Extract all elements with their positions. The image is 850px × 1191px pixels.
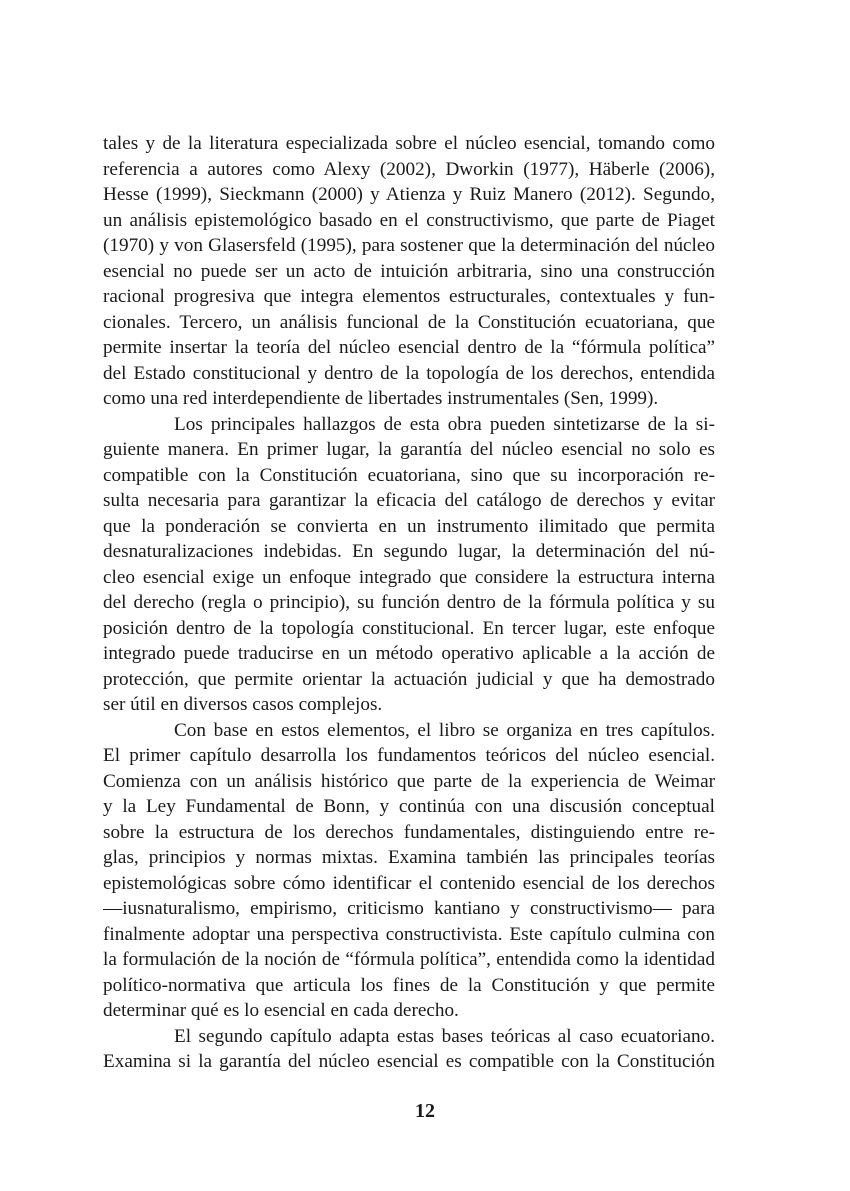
text-line: racional progresiva que integra elementos estructurales, contextuales y fun-: [103, 286, 715, 307]
text-line: esencial no puede ser un acto de intuición arbitraria, sino una construcción: [103, 260, 715, 282]
page-number: 12: [415, 1100, 435, 1122]
text-line: tales y de la literatura especializada sobre el núcleo esencial, tomando como: [103, 133, 715, 154]
text-line: que la ponderación se convierta en un instrumento ilimitado que permita: [103, 515, 715, 537]
text-line: El primer capítulo desarrolla los fundamentos teóricos del núcleo esencial.: [103, 745, 715, 766]
text-line: un análisis epistemológico basado en el constructivismo, que parte de Piaget: [103, 209, 715, 231]
text-line: integrado puede traducirse en un método operativo aplicable a la acción de: [103, 643, 715, 664]
text-line: compatible con la Constitución ecuatoriana, sino que su incorporación re-: [103, 464, 715, 486]
text-line: —iusnaturalismo, empirismo, criticismo kantiano y constructivismo— para: [103, 898, 715, 919]
text-line: guiente manera. En primer lugar, la garantía del núcleo esencial no solo es: [103, 439, 715, 460]
text-line: Con base en estos elementos, el libro se organiza en tres capítulos.: [174, 719, 715, 741]
text-line: desnaturalizaciones indebidas. En segundo lugar, la determinación del nú-: [103, 541, 715, 562]
text-line: del derecho (regla o principio), su función dentro de la fórmula política y su: [103, 592, 715, 613]
paragraph: [103, 718, 715, 1024]
text-line: y la Ley Fundamental de Bonn, y continúa con una discusión conceptual: [103, 796, 715, 817]
body-text: [103, 131, 715, 1075]
text-line: Examina si la garantía del núcleo esencial es compatible con la Constitución: [103, 1051, 715, 1072]
text-line: como una red interdependiente de libertades instrumentales (Sen, 1999).: [103, 388, 659, 409]
text-line: ser útil en diversos casos complejos.: [103, 694, 383, 715]
text-line: epistemológicas sobre cómo identificar el contenido esencial de los derechos: [103, 872, 715, 894]
text-line: cleo esencial exige un enfoque integrado que considere la estructura interna: [103, 566, 715, 588]
paragraph: [103, 131, 715, 412]
text-line: El segundo capítulo adapta estas bases teóricas al caso ecuatoriano.: [174, 1025, 715, 1047]
text-line: Los principales hallazgos de esta obra pueden sintetizarse de la si-: [174, 413, 715, 435]
text-line: determinar qué es lo esencial en cada derecho.: [103, 1000, 459, 1021]
text-line: protección, que permite orientar la actuación judicial y que ha demostrado: [103, 668, 715, 690]
text-line: (1970) y von Glasersfeld (1995), para sostener que la determinación del núcleo: [103, 235, 715, 256]
text-line: posición dentro de la topología constitucional. En tercer lugar, este enfoque: [103, 617, 715, 639]
text-line: del Estado constitucional y dentro de la topología de los derechos, entendida: [103, 362, 715, 384]
text-line: Comienza con un análisis histórico que parte de la experiencia de Weimar: [103, 770, 715, 792]
text-line: Hesse (1999), Sieckmann (2000) y Atienza y Ruiz Manero (2012). Segundo,: [103, 184, 715, 205]
paragraph: [103, 1024, 715, 1075]
paragraph: [103, 412, 715, 718]
text-line: permite insertar la teoría del núcleo esencial dentro de la “fórmula política”: [103, 337, 715, 358]
text-line: finalmente adoptar una perspectiva constructivista. Este capítulo culmina con: [103, 923, 715, 945]
text-line: referencia a autores como Alexy (2002), Dworkin (1977), Häberle (2006),: [103, 158, 715, 180]
text-line: la formulación de la noción de “fórmula política”, entendida como la identidad: [103, 949, 715, 970]
text-line: político-normativa que articula los fines de la Constitución y que permite: [103, 974, 715, 996]
text-line: sobre la estructura de los derechos fundamentales, distinguiendo entre re-: [103, 821, 715, 843]
text-line: cionales. Tercero, un análisis funcional de la Constitución ecuatoriana, que: [103, 311, 715, 333]
text-line: sulta necesaria para garantizar la eficacia del catálogo de derechos y evitar: [103, 490, 715, 511]
text-line: glas, principios y normas mixtas. Examina también las principales teorías: [103, 847, 715, 868]
